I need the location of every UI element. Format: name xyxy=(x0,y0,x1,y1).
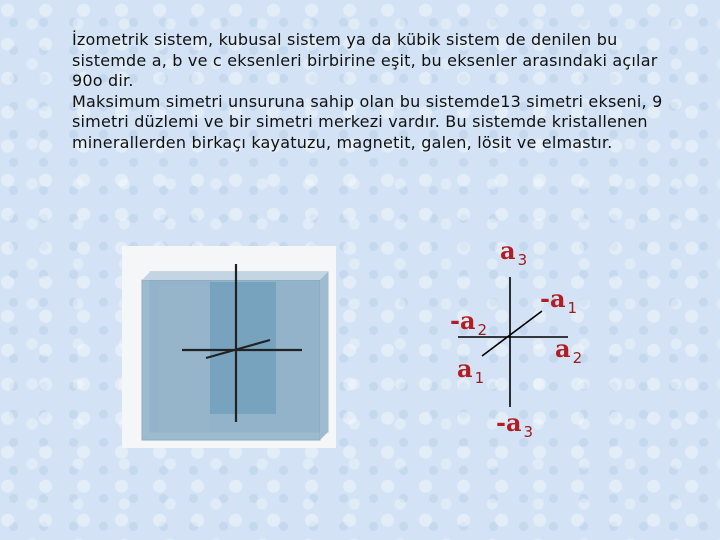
label-neg-a1: -a 1 xyxy=(540,284,578,317)
axis-a1-line xyxy=(482,311,542,356)
body-text xyxy=(72,30,692,153)
paragraph-1: İzometrik sistem, kubusal sistem ya da kübik sistem de denilen bu sistemde a, b ve c eksenleri birbirine eşit, bu eksenler arasındaki açılar 90o dir. xyxy=(72,30,658,90)
cube-figure xyxy=(122,246,336,448)
label-a2: a 2 xyxy=(555,334,583,367)
axes-figure xyxy=(440,235,600,450)
paragraph-2: Maksimum simetri unsuruna sahip olan bu sistemde13 simetri ekseni, 9 simetri düzlemi ve bir simetri merkezi vardır. Bu sistemde kristallenen minerallerden birkaçı kayatuzu, magnetit, galen, lösit ve elmastır. xyxy=(72,91,663,152)
label-neg-a2: -a 2 xyxy=(450,306,488,339)
label-a3: a 3 xyxy=(500,236,528,269)
label-neg-a3: -a 3 xyxy=(496,408,534,441)
label-a1: a 1 xyxy=(457,354,485,387)
